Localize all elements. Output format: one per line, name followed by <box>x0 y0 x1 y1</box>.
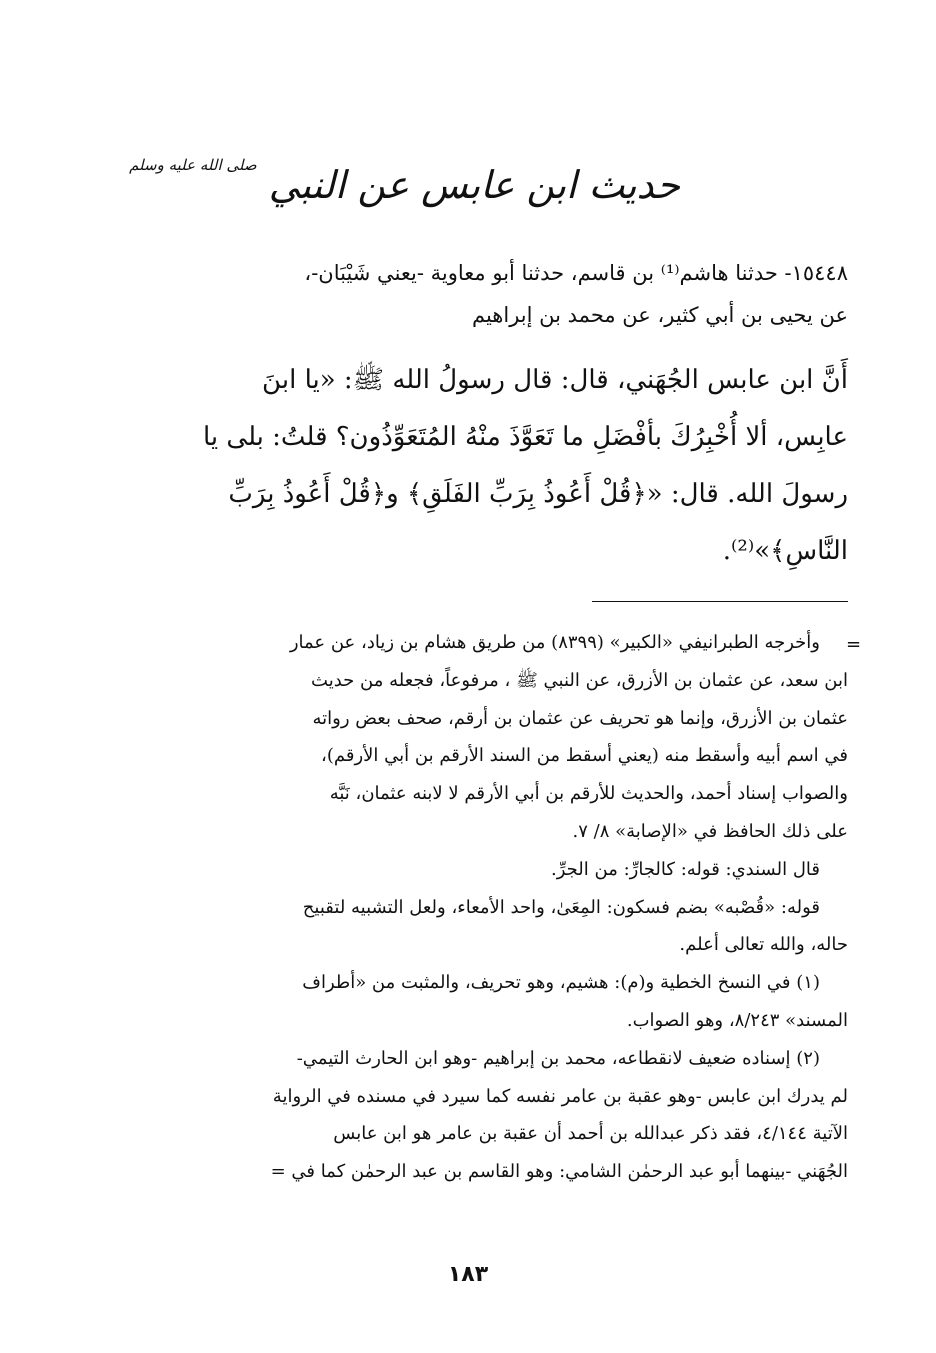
chapter-title <box>129 150 680 220</box>
footnote-line: قوله: «قُصْبه» بضم فسكون: المِعَىٰ، واحد الأمعاء، ولعل التشبيه لتقبيح <box>302 896 820 918</box>
footnote-line: لم يدرك ابن عابس -وهو عقبة بن عامر نفسه كما سيرد في مسنده في الرواية <box>272 1085 848 1107</box>
footnotes <box>88 624 848 1191</box>
footnote-line: والصواب إسناد أحمد، والحديث للأرقم بن أبي الأرقم لا لابنه عثمان، نَبَّه <box>329 783 848 805</box>
footnote-line: قال السندي: قوله: كالجارِّ: من الجرِّ. <box>551 858 820 880</box>
footnote-line: وأخرجه الطبرانيفي «الكبير» (٨٣٩٩) من طريق هشام بن زياد، عن عمار <box>289 632 820 653</box>
isnad-line: عن يحيى بن أبي كثير، عن محمد بن إبراهيم <box>471 303 848 327</box>
matn-line: أَنَّ ابن عابس الجُهَني، قال: قال رسولُ الله ﷺ: «يا ابنَ <box>262 365 848 395</box>
footnote-separator <box>592 601 848 602</box>
footnote-line: (٢) إسناده ضعيف لانقطاعه، محمد بن إبراهيم -وهو ابن الحارث التيمي- <box>296 1047 820 1069</box>
footnote-line: الآتية ٤/١٤٤، فقد ذكر عبدالله بن أحمد أن عقبة بن عامر هو ابن عابس <box>333 1123 848 1145</box>
hadith-isnad <box>88 252 848 336</box>
footnote-line: (١) في النسخ الخطية و(م): هشيم، وهو تحريف، والمثبت من «أطراف <box>302 972 820 994</box>
footnote-line: حاله، والله تعالى أعلم. <box>679 934 848 956</box>
chapter-title-text: حديث ابن عابس عن النبي <box>268 163 680 207</box>
matn-line: عابِس، ألا أُخْبِرُكَ بأفْضَلِ ما تَعَوَّذَ منْهُ المُتَعَوِّذُون؟ قلتُ: بلى يا <box>202 422 848 452</box>
page-number: ١٨٣ <box>447 1262 489 1287</box>
hadith-matn <box>88 352 848 580</box>
footnote-line: في اسم أبيه وأسقط منه (يعني أسقط من السند الأرقم بن أبي الأرقم)، <box>321 745 848 767</box>
isnad-line: ١٥٤٤٨- حدثنا هاشم⁽¹⁾ بن قاسم، حدثنا أبو معاوية -يعني شَيْبَان-، <box>304 261 848 285</box>
continuation-mark: = <box>846 634 862 655</box>
footnote-line: عثمان بن الأزرق، وإنما هو تحريف عن عثمان بن أرقم، صحف بعض رواته <box>312 707 848 729</box>
matn-line: رسولَ الله. قال: «﴿قُلْ أَعُوذُ بِرَبِّ الفَلَقِ﴾ و﴿قُلْ أَعُوذُ بِرَبِّ <box>228 479 848 509</box>
matn-line: النَّاسِ﴾»⁽²⁾. <box>722 536 848 566</box>
footnote-line: ابن سعد، عن عثمان بن الأزرق، عن النبي ﷺ ، مرفوعاً، فجعله من حديث <box>311 669 848 691</box>
footnote-line: المسند» ٨/٢٤٣، وهو الصواب. <box>626 1009 848 1031</box>
footnote-line: الجُهَني -بينهما أبو عبد الرحمٰن الشامي: وهو القاسم بن عبد الرحمٰن كما في = <box>270 1161 848 1183</box>
footnote-line: على ذلك الحافظ في «الإصابة» ٨/ ٧. <box>572 820 848 842</box>
honorific-formula: صلى الله عليه وسلم <box>129 156 257 174</box>
